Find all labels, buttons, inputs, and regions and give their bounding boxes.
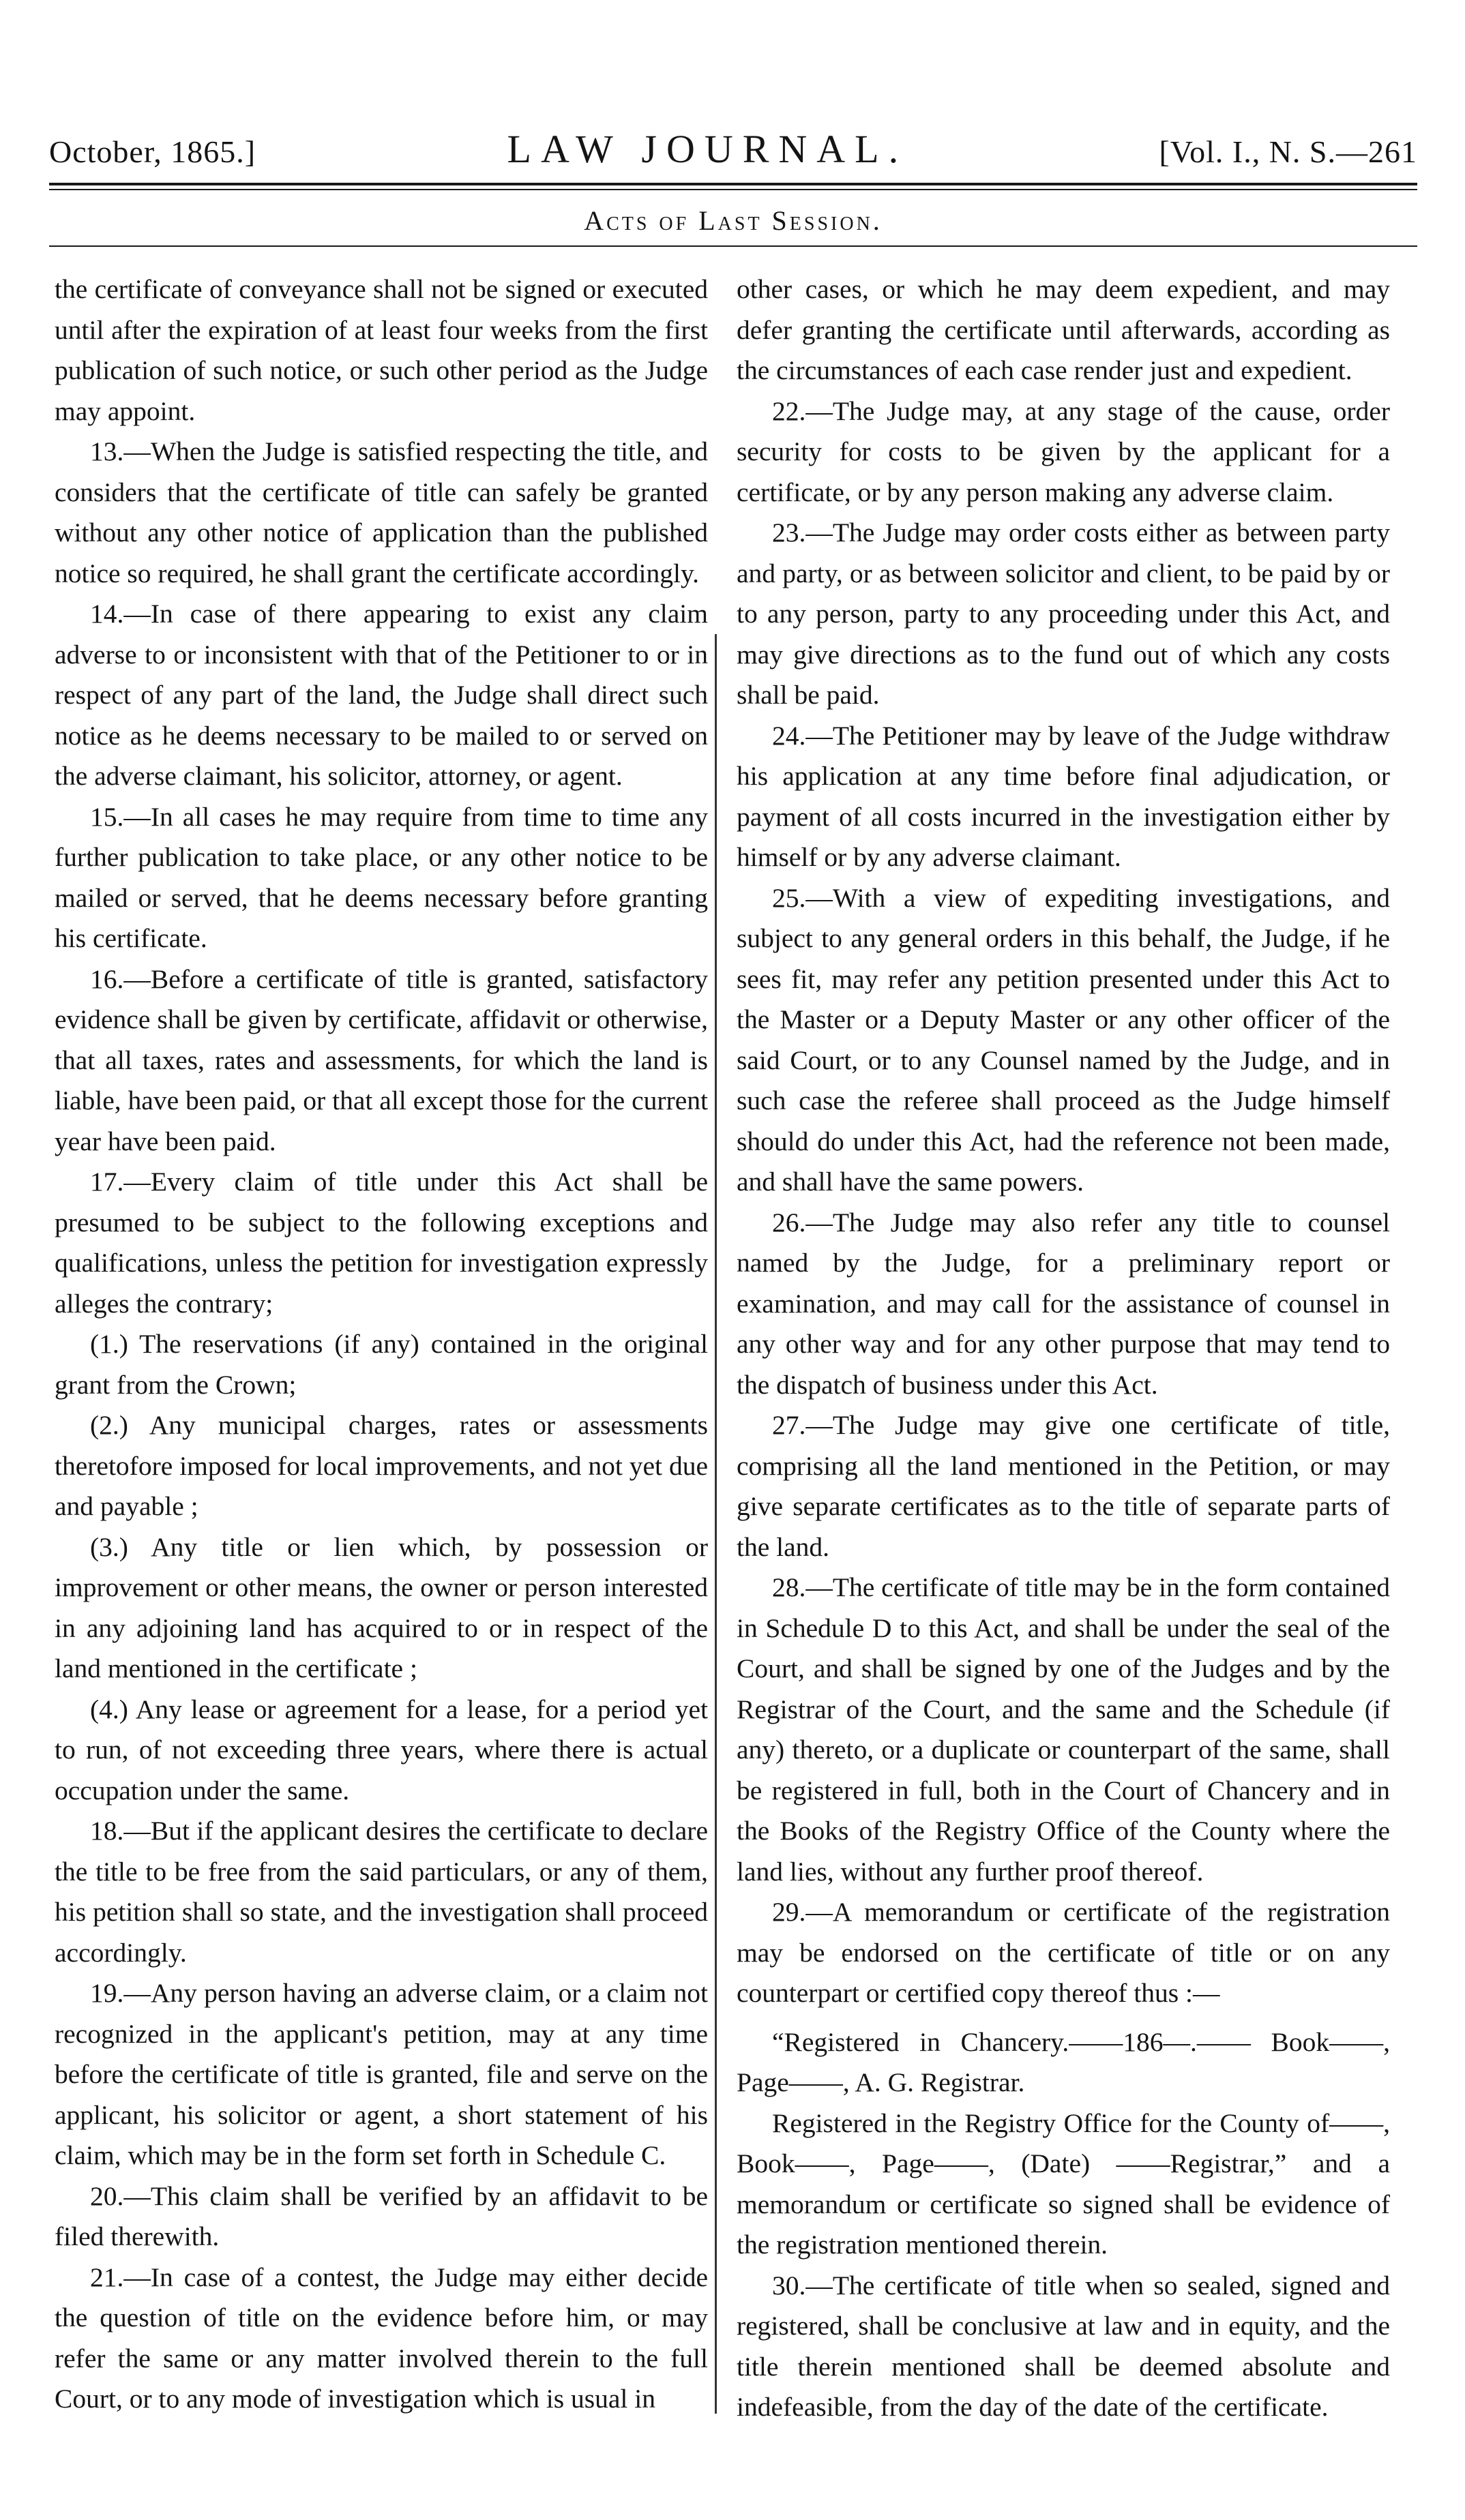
paragraph: 14.—In case of there appearing to exist any claim adverse to or inconsistent with that of the Petitioner to or in respect of any part of the land, the Judge shall direct such notice as he deems necessary to be mailed to or served on the adverse claimant, his solicitor, attorney, or agent. — [55, 599, 708, 791]
paragraph: 21.—In case of a contest, the Judge may either decide the question of title on the evidence before him, or may refer the same or any matter involved therein to the full Court, or to any mode of investigation which is usual in — [55, 2262, 708, 2414]
paragraph: 17.—Every claim of title under this Act shall be presumed to be subject to the following exceptions and qualifications, unless the petition for investigation expressly alleges the contrary; — [55, 1167, 708, 1319]
paragraph: 18.—But if the applicant desires the certificate to declare the title to be free from the said particulars, or any of them, his petition shall so state, and the investigation shall proceed accordingly. — [55, 1816, 708, 1968]
column-divider — [715, 634, 717, 2414]
header-volume-page: [Vol. I., N. S.—261 — [1159, 134, 1417, 169]
paragraph: Registered in the Registry Office for the County of——, Book——, Page——, (Date) ——Registrar,” and a memorandum or certificate so signed shall be evidence of the registration mentioned therein. — [737, 2108, 1390, 2260]
paragraph: 15.—In all cases he may require from time to time any further publication to take place, or any other notice to be mailed or served, that he deems necessary before granting his certificate. — [55, 801, 708, 953]
left-column — [55, 269, 708, 2420]
section-rule — [49, 245, 1417, 247]
right-column — [737, 269, 1390, 2428]
header-rule-thin — [49, 189, 1417, 190]
paragraph: 23.—The Judge may order costs either as between party and party, or as between solicitor and client, to be paid by or to any person, party to any proceeding under this Act, and may give directions as to the fund out of which any costs shall be paid. — [737, 518, 1390, 710]
paragraph: other cases, or which he may deem expedient, and may defer granting the certificate until afterwards, according as the circumstances of each case render just and expedient. — [737, 274, 1390, 385]
section-title: Acts of Last Session. — [584, 205, 883, 236]
paragraph: 26.—The Judge may also refer any title to counsel named by the Judge, for a preliminary report or examination, and may call for the assistance of counsel in any other way and for any other purpose that may tend to the dispatch of business under this Act. — [737, 1207, 1390, 1400]
paragraph: (1.) The reservations (if any) contained in the original grant from the Crown; — [55, 1329, 708, 1400]
paragraph: (3.) Any title or lien which, by possession or improvement or other means, the owner or person interested in any adjoining land has acquired to or in respect of the land mentioned in the certificate ; — [55, 1531, 708, 1683]
paragraph: 20.—This claim shall be verified by an affidavit to be filed therewith. — [55, 2180, 708, 2251]
header-rule-thick — [49, 183, 1417, 185]
paragraph: 27.—The Judge may give one certificate of title, comprising all the land mentioned in the Petition, or may give separate certificates as to the title of separate parts of the land. — [737, 1410, 1390, 1562]
paragraph: 19.—Any person having an adverse claim, or a claim not recognized in the applicant's petition, may at any time before the certificate of title is granted, file and serve on the applicant, his solicitor or agent, a short statement of his claim, which may be in the form set forth in Schedule C. — [55, 1978, 708, 2170]
paragraph: 30.—The certificate of title when so sealed, signed and registered, shall be conclusive at law and in equity, and the title therein mentioned shall be deemed absolute and indefeasible, from the day of the date of the certificate. — [737, 2270, 1390, 2422]
paragraph: 28.—The certificate of title may be in the form contained in Schedule D to this Act, and shall be under the seal of the Court, and shall be signed by one of the Judges and by the Registrar of the Court, and the same and the Schedule (if any) thereto, or a duplicate or counterpart of the same, shall be registered in full, both in the Court of Chancery and in the Books of the Registry Office of the County where the land lies, without any further proof thereof. — [737, 1572, 1390, 1887]
journal-title: LAW JOURNAL. — [507, 127, 908, 171]
paragraph: 13.—When the Judge is satisfied respecting the title, and considers that the certificate of title can safely be granted without any other notice of application than the published notice so required, he shall grant the certificate accordingly. — [55, 436, 708, 588]
header-date: October, 1865.] — [49, 134, 256, 169]
paragraph: 24.—The Petitioner may by leave of the Judge withdraw his application at any time before final adjudication, or payment of all costs incurred in the investigation either by himself or by any adverse claimant. — [737, 720, 1390, 872]
paragraph: 29.—A memorandum or certificate of the registration may be endorsed on the certificate of title or on any counterpart or certified copy thereof thus :— — [737, 1897, 1390, 2008]
paragraph: 22.—The Judge may, at any stage of the cause, order security for costs to be given by the applicant for a certificate, or by any person making any adverse claim. — [737, 395, 1390, 507]
paragraph: (4.) Any lease or agreement for a lease, for a period yet to run, of not exceeding three years, where there is actual occupation under the same. — [55, 1694, 708, 1805]
paragraph: (2.) Any municipal charges, rates or assessments theretofore imposed for local improvements, and not yet due and payable ; — [55, 1410, 708, 1521]
registration-formula: “Registered in Chancery.——186—.—— Book——, Page——, A. G. Registrar. — [737, 2026, 1390, 2097]
paragraph: 25.—With a view of expediting investigations, and subject to any general orders in this behalf, the Judge, if he sees fit, may refer any petition presented under this Act to the Master or a Deputy Master or any other officer of the said Court, or to any Counsel named by the Judge, and in such case the referee shall proceed as the Judge himself should do under this Act, had the reference not been made, and shall have the same powers. — [737, 882, 1390, 1197]
paragraph: 16.—Before a certificate of title is granted, satisfactory evidence shall be given by certificate, affidavit or otherwise, that all taxes, rates and assessments, for which the land is liable, have been paid, or that all except those for the current year have been paid. — [55, 963, 708, 1156]
masthead — [49, 126, 1417, 181]
paragraph: the certificate of conveyance shall not be signed or executed until after the expiration of at least four weeks from the first publication of such notice, or such other period as the Judge may appoint. — [55, 274, 708, 426]
